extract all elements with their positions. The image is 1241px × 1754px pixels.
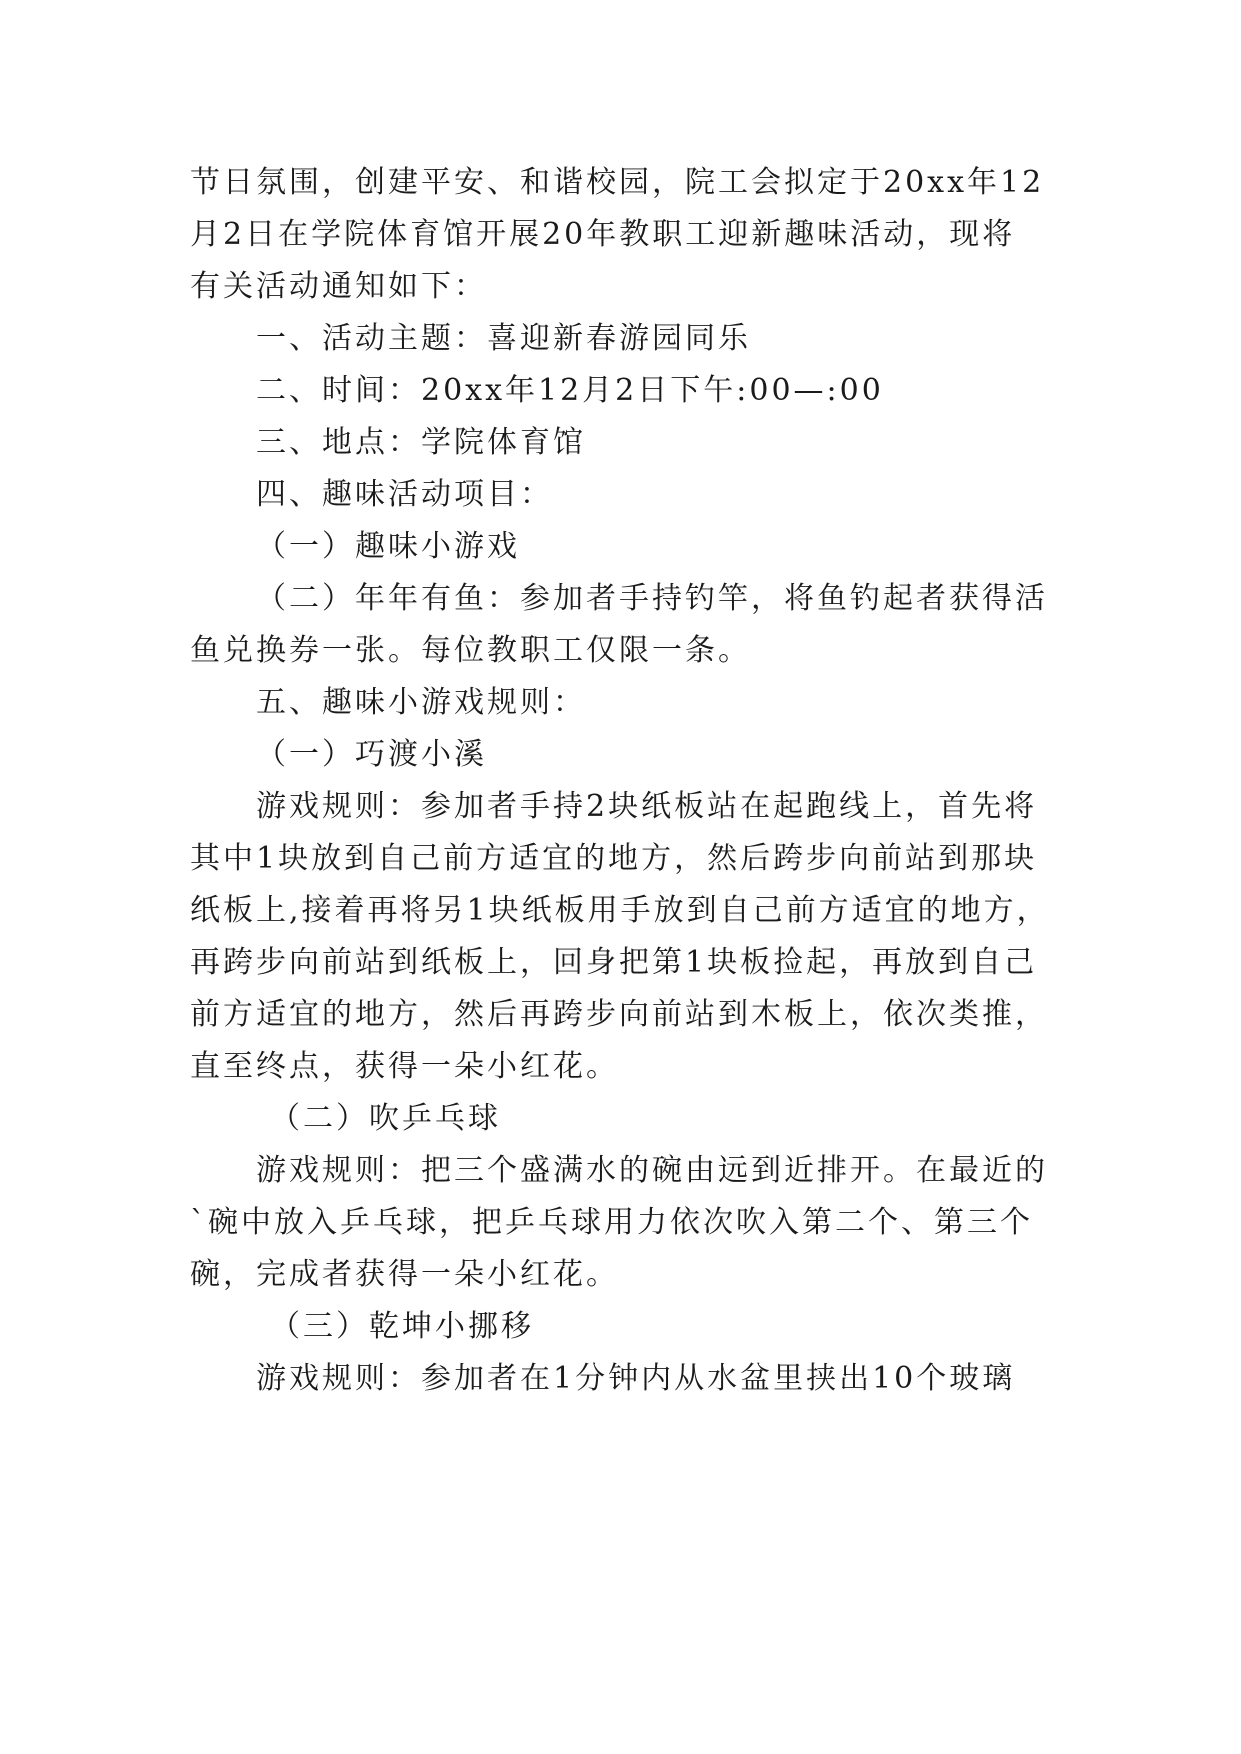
paragraph-line: 碗，完成者获得一朵小红花。 [190, 1257, 619, 1292]
paragraph-line: 前方适宜的地方，然后再跨步向前站到木板上，依次类推， [190, 997, 1048, 1032]
paragraph-line: 直至终点，获得一朵小红花。 [190, 1049, 619, 1084]
section-heading-activities: 四、趣味活动项目： [256, 477, 553, 512]
paragraph-line: 再跨步向前站到纸板上，回身把第1块板捡起，再放到自己 [190, 945, 1038, 980]
subsection-heading: （二）吹乒乓球 [270, 1101, 501, 1136]
paragraph-line: 有关活动通知如下： [190, 269, 487, 304]
section-heading-rules: 五、趣味小游戏规则： [256, 685, 586, 720]
section-heading-location: 三、地点：学院体育馆 [256, 425, 586, 460]
paragraph-line: 节日氛围，创建平安、和谐校园，院工会拟定于20xx年12 [190, 165, 1045, 200]
paragraph-line: 游戏规则：参加者手持2块纸板站在起跑线上，首先将 [256, 789, 1038, 824]
paragraph-line: 游戏规则：把三个盛满水的碗由远到近排开。在最近的 [256, 1153, 1048, 1188]
subsection-heading: （一）巧渡小溪 [256, 737, 487, 772]
paragraph-line: （二）年年有鱼：参加者手持钓竿，将鱼钓起者获得活 [256, 581, 1048, 616]
paragraph-line: 鱼兑换券一张。每位教职工仅限一条。 [190, 633, 751, 668]
paragraph-line: 其中1块放到自己前方适宜的地方，然后跨步向前站到那块 [190, 841, 1038, 876]
section-heading-theme: 一、活动主题：喜迎新春游园同乐 [256, 321, 751, 356]
paragraph-line: 游戏规则：参加者在1分钟内从水盆里挟出10个玻璃 [256, 1361, 1016, 1396]
section-heading-time: 二、时间：20xx年12月2日下午:00—:00 [256, 373, 884, 408]
subsection-heading: （一）趣味小游戏 [256, 529, 520, 564]
paragraph-line: 月2日在学院体育馆开展20年教职工迎新趣味活动，现将 [190, 217, 1016, 252]
paragraph-line: 纸板上,接着再将另1块纸板用手放到自己前方适宜的地方， [190, 893, 1050, 928]
subsection-heading: （三）乾坤小挪移 [270, 1309, 534, 1344]
paragraph-line: `碗中放入乒乓球，把乒乓球用力依次吹入第二个、第三个 [190, 1205, 1033, 1240]
